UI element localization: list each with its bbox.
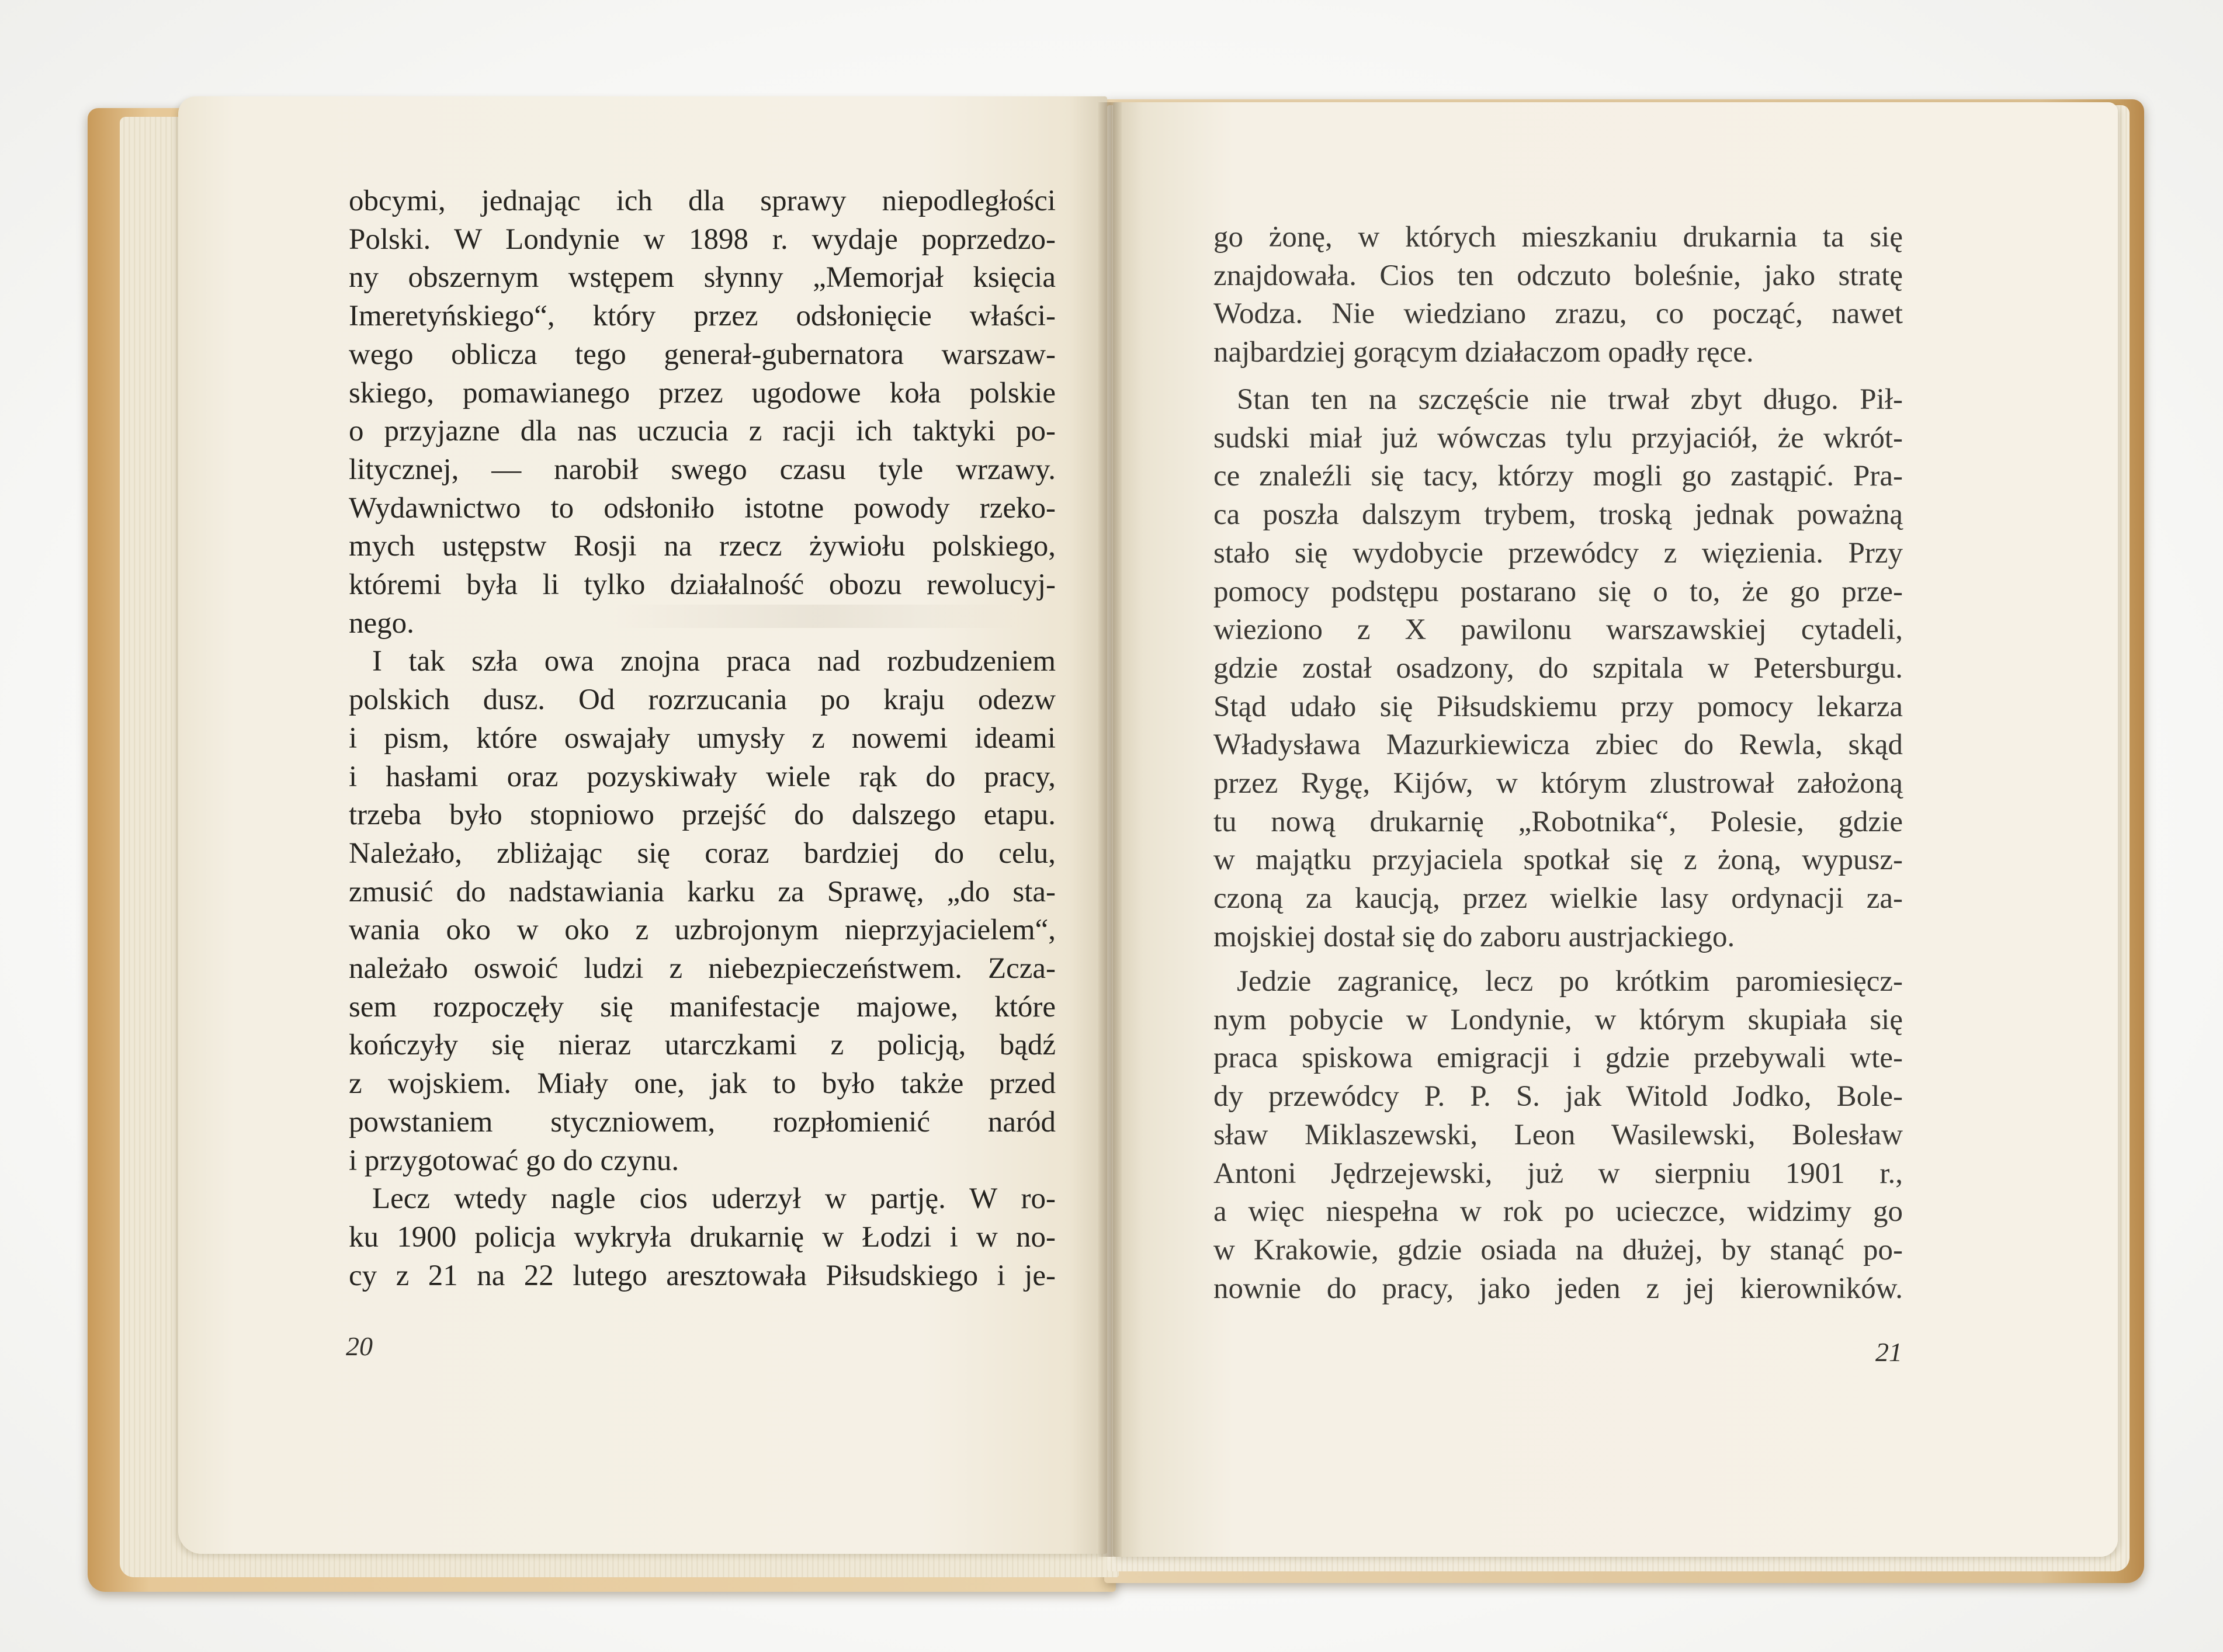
text-line: litycznej, — narobił swego czasu tyle wrzawy. xyxy=(349,453,1056,486)
text-line: Stan ten na szczęście nie trwał zbyt długo. Pił- xyxy=(1237,383,1903,416)
text-line: mych ustępstw Rosji na rzecz żywiołu polskiego, xyxy=(349,530,1056,563)
text-line: sem rozpoczęły się manifestacje majowe, które xyxy=(349,990,1056,1023)
text-line: o przyjazne dla nas uczucia z racji ich taktyki po- xyxy=(349,415,1056,448)
text-line: ce znaleźli się tacy, którzy mogli go zastąpić. Pra- xyxy=(1213,460,1903,493)
text-line: Wodza. Nie wiedziano zrazu, co począć, nawet xyxy=(1213,297,1903,331)
text-line: któremi była li tylko działalność obozu rewolucyj- xyxy=(349,568,1056,602)
text-line: należało oswoić ludzi z niebezpieczeństwem. Zcza- xyxy=(349,952,1056,985)
text-line: sław Miklaszewski, Leon Wasilewski, Bolesław xyxy=(1213,1118,1903,1151)
text-line: Polski. W Londynie w 1898 r. wydaje poprzedzo- xyxy=(349,223,1056,256)
text-line: sudski miał już wówczas tylu przyjaciół, że wkrót- xyxy=(1213,421,1903,454)
page-number-left: 20 xyxy=(346,1331,373,1361)
text-line: polskich dusz. Od rozrzucania po kraju odezw xyxy=(349,683,1056,717)
text-line: najbardziej gorącym działaczom opadły ręce. xyxy=(1213,336,1754,369)
text-line: ca poszła dalszym trybem, troską jednak poważną xyxy=(1213,498,1903,532)
text-line: i hasłami oraz pozyskiwały wiele rąk do pracy, xyxy=(349,760,1056,793)
text-line: obcymi, jednając ich dla sprawy niepodległości xyxy=(349,185,1056,217)
text-line: wego oblicza tego generał-gubernatora warszaw- xyxy=(349,338,1056,371)
text-line: powstaniem styczniowem, rozpłomienić naród xyxy=(349,1105,1056,1139)
text-line: nym pobycie w Londynie, w którym skupiała się xyxy=(1213,1003,1903,1036)
text-line: ku 1900 policja wykryła drukarnię w Łodzi i w no- xyxy=(349,1220,1056,1254)
text-line: stało się wydobycie przewódcy z więzienia. Przy xyxy=(1213,536,1903,570)
text-line: I tak szła owa znojna praca nad rozbudzeniem xyxy=(372,645,1056,678)
book-gutter xyxy=(1098,102,1122,1557)
page-number-right: 21 xyxy=(1875,1337,1902,1367)
text-line: nego. xyxy=(349,606,414,640)
right-page-paragraph-2 xyxy=(1213,381,1903,957)
text-line: tu nową drukarnię „Robotnika“, Polesie, gdzie xyxy=(1213,805,1903,838)
text-line: czoną za kaucją, przez wielkie lasy ordynacji za- xyxy=(1213,882,1903,915)
text-line: ny obszernym wstępem słynny „Memorjał księcia xyxy=(349,261,1056,294)
text-line: go żonę, w których mieszkaniu drukarnia ta się xyxy=(1213,221,1903,254)
text-line: wania oko w oko z uzbrojonym nieprzyjacielem“, xyxy=(349,914,1056,947)
text-line: Jedzie zagranicę, lecz po krótkim paromiesięcz- xyxy=(1237,965,1903,998)
text-line: i pism, które oswajały umysły z nowemi ideami xyxy=(349,721,1056,755)
text-line: skiego, pomawianego przez ugodowe koła polskie xyxy=(349,376,1056,409)
text-line: Należało, zbliżając się coraz bardziej do celu, xyxy=(349,837,1056,870)
text-line: gdzie został osadzony, do szpitala w Petersburgu. xyxy=(1213,651,1903,685)
left-page-text xyxy=(349,182,1056,1295)
text-line: Antoni Jędrzejewski, już w sierpniu 1901 r., xyxy=(1213,1157,1903,1190)
text-line: wieziono z X pawilonu warszawskiej cytadeli, xyxy=(1213,613,1903,647)
text-line: Wydawnictwo to odsłoniło istotne powody rzeko- xyxy=(349,491,1056,525)
text-line: w majątku przyjaciela spotkał się z żoną, wypusz- xyxy=(1213,844,1903,877)
text-line: kończyły się nieraz utarczkami z policją, bądź xyxy=(349,1029,1056,1062)
text-line: Imeretyńskiego“, który przez odsłonięcie właści- xyxy=(349,300,1056,333)
text-line: nownie do pracy, jako jeden z jej kierowników. xyxy=(1213,1272,1903,1305)
text-line: zmusić do nadstawiania karku za Sprawę, „do sta- xyxy=(349,875,1056,908)
text-line: Stąd udało się Piłsudskiemu przy pomocy lekarza xyxy=(1213,690,1903,723)
text-line: i przygotować go do czynu. xyxy=(349,1144,679,1177)
text-line: w Krakowie, gdzie osiada na dłużej, by stanąć po- xyxy=(1213,1233,1903,1266)
text-line: trzeba było stopniowo przejść do dalszego etapu. xyxy=(349,799,1056,832)
text-line: dy przewódcy P. P. S. jak Witold Jodko, Bole- xyxy=(1213,1080,1903,1113)
text-line: Lecz wtedy nagle cios uderzył w partję. W ro- xyxy=(372,1182,1056,1216)
text-line: Władysława Mazurkiewicza zbiec do Rewla, skąd xyxy=(1213,728,1903,762)
text-line: cy z 21 na 22 lutego aresztowała Piłsudskiego i je- xyxy=(349,1259,1056,1292)
right-page-paragraph-3 xyxy=(1213,963,1903,1308)
text-line: z wojskiem. Miały one, jak to było także przed xyxy=(349,1067,1056,1101)
text-line: znajdowała. Cios ten odczuto boleśnie, jako stratę xyxy=(1213,259,1903,292)
right-page-paragraph-1 xyxy=(1213,218,1903,372)
text-line: praca spiskowa emigracji i gdzie przebywali wte- xyxy=(1213,1042,1903,1075)
text-line: a więc niespełna w rok po ucieczce, widzimy go xyxy=(1213,1195,1903,1228)
text-line: mojskiej dostał się do zaboru austrjackiego. xyxy=(1213,920,1735,953)
text-line: przez Rygę, Kijów, w którym zlustrował założoną xyxy=(1213,767,1903,800)
text-line: pomocy podstępu postarano się o to, że go prze- xyxy=(1213,575,1903,608)
